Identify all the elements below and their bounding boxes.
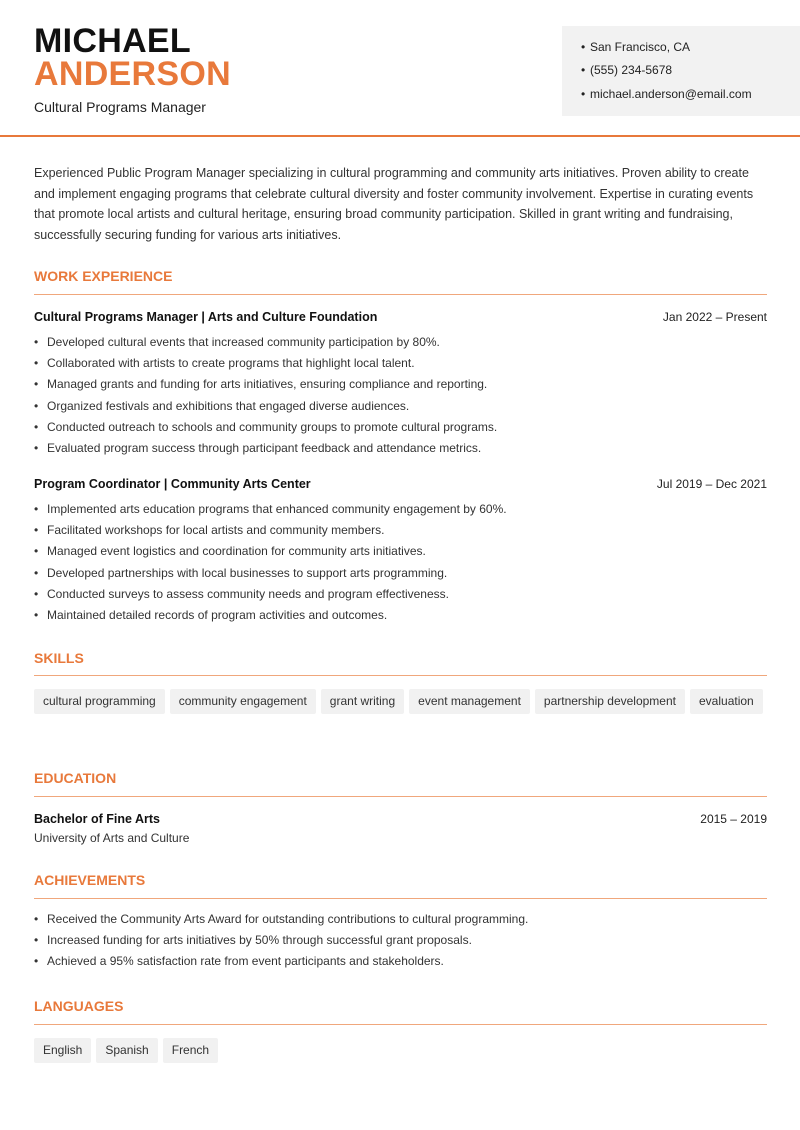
bullet-icon: • bbox=[34, 419, 39, 434]
bullet-icon: • bbox=[34, 607, 39, 622]
bullet-icon: • bbox=[581, 63, 586, 77]
first-name: MICHAEL bbox=[34, 22, 191, 60]
achievements-list bbox=[34, 909, 528, 973]
bullet-icon: • bbox=[34, 912, 39, 926]
job-bullets-1 bbox=[34, 332, 497, 459]
resume-header bbox=[0, 0, 800, 137]
list-item-text: Maintained detailed records of program activities and outcomes. bbox=[47, 607, 388, 622]
list-item-text: Received the Community Arts Award for outstanding contributions to cultural programming. bbox=[47, 912, 529, 926]
list-item bbox=[34, 374, 497, 395]
bullet-icon: • bbox=[34, 440, 39, 455]
list-item bbox=[34, 909, 528, 930]
contact-email bbox=[581, 86, 752, 102]
skill-tag: evaluation bbox=[690, 689, 763, 714]
bullet-icon: • bbox=[34, 356, 39, 371]
contact-location-text: San Francisco, CA bbox=[590, 40, 691, 54]
education-dates: 2015 – 2019 bbox=[700, 812, 767, 826]
job-dates-2: Jul 2019 – Dec 2021 bbox=[656, 477, 767, 491]
list-item-text: Evaluated program success through participant feedback and attendance metrics. bbox=[47, 440, 482, 455]
list-item-text: Implemented arts education programs that enhanced community engagement by 60%. bbox=[47, 502, 507, 516]
list-item bbox=[34, 396, 497, 417]
list-item bbox=[34, 541, 507, 562]
contact-phone bbox=[581, 62, 672, 78]
skill-tag: partnership development bbox=[535, 689, 685, 714]
job-dates-1: Jan 2022 – Present bbox=[662, 310, 767, 324]
skill-tag: cultural programming bbox=[34, 689, 165, 714]
section-divider bbox=[34, 1024, 767, 1025]
list-item bbox=[34, 605, 507, 626]
language-tag: Spanish bbox=[96, 1038, 157, 1063]
languages-list bbox=[34, 1038, 774, 1070]
list-item-text: Developed cultural events that increased community participation by 80%. bbox=[47, 335, 440, 349]
last-name: ANDERSON bbox=[34, 55, 231, 93]
bullet-icon: • bbox=[581, 40, 586, 54]
bullet-icon: • bbox=[34, 502, 39, 516]
skill-tag: event management bbox=[409, 689, 530, 714]
list-item bbox=[34, 520, 507, 541]
list-item-text: Managed grants and funding for arts initiatives, ensuring compliance and reporting. bbox=[47, 377, 488, 392]
bullet-icon: • bbox=[581, 87, 586, 101]
bullet-icon: • bbox=[34, 565, 39, 580]
bullet-icon: • bbox=[34, 335, 39, 349]
list-item bbox=[34, 930, 528, 951]
list-item bbox=[34, 584, 507, 605]
list-item bbox=[34, 353, 497, 374]
section-title-languages: LANGUAGES bbox=[34, 998, 124, 1014]
list-item-text: Organized festivals and exhibitions that engaged diverse audiences. bbox=[47, 398, 410, 413]
list-item-text: Achieved a 95% satisfaction rate from event participants and stakeholders. bbox=[47, 954, 444, 969]
contact-phone-text: (555) 234-5678 bbox=[590, 63, 673, 77]
list-item bbox=[34, 417, 497, 438]
list-item-text: Facilitated workshops for local artists and community members. bbox=[47, 523, 385, 538]
section-divider bbox=[34, 675, 767, 676]
list-item-text: Conducted outreach to schools and community groups to promote cultural programs. bbox=[47, 419, 498, 434]
contact-box bbox=[562, 26, 800, 116]
list-item-text: Collaborated with artists to create programs that highlight local talent. bbox=[47, 356, 415, 371]
section-divider bbox=[34, 796, 767, 797]
education-degree: Bachelor of Fine Arts bbox=[34, 812, 160, 826]
section-title-achievements: ACHIEVEMENTS bbox=[34, 872, 146, 888]
bullet-icon: • bbox=[34, 586, 39, 601]
summary: Experienced Public Program Manager specializing in cultural programming and community arts initiatives. Proven ability to create and implement engaging programs that celebrate cultural diversity and foster community involvement. Expertise in curating events that promote local artists and cultural heritage, ensuring broad community participation. Skilled in grant writing and fundraising, successfully securing funding for various arts initiatives. bbox=[34, 166, 754, 243]
job-bullets-2 bbox=[34, 499, 507, 626]
bullet-icon: • bbox=[34, 398, 39, 413]
job-heading-1: Cultural Programs Manager | Arts and Culture Foundation bbox=[34, 310, 378, 324]
language-tag: English bbox=[34, 1038, 91, 1063]
skill-tag: grant writing bbox=[321, 689, 404, 714]
list-item bbox=[34, 332, 497, 353]
list-item bbox=[34, 951, 528, 972]
job-title: Cultural Programs Manager bbox=[34, 99, 206, 115]
language-tag: French bbox=[163, 1038, 218, 1063]
list-item-text: Developed partnerships with local businesses to support arts programming. bbox=[47, 565, 448, 580]
bullet-icon: • bbox=[34, 954, 39, 969]
contact-email-text: michael.anderson@email.com bbox=[590, 87, 752, 101]
list-item-text: Managed event logistics and coordination for community arts initiatives. bbox=[47, 544, 426, 559]
section-title-work: WORK EXPERIENCE bbox=[34, 268, 173, 284]
list-item bbox=[34, 563, 507, 584]
skill-tag: community engagement bbox=[170, 689, 316, 714]
education-school: University of Arts and Culture bbox=[34, 831, 190, 845]
section-divider bbox=[34, 294, 767, 295]
list-item-text: Increased funding for arts initiatives by 50% through successful grant proposals. bbox=[47, 933, 472, 948]
section-divider bbox=[34, 898, 767, 899]
list-item bbox=[34, 499, 507, 520]
bullet-icon: • bbox=[34, 933, 39, 948]
skills-list bbox=[34, 689, 774, 721]
section-title-skills: SKILLS bbox=[34, 650, 84, 666]
bullet-icon: • bbox=[34, 544, 39, 559]
contact-location bbox=[581, 39, 690, 55]
section-title-education: EDUCATION bbox=[34, 770, 117, 786]
job-heading-2: Program Coordinator | Community Arts Center bbox=[34, 477, 311, 491]
list-item bbox=[34, 438, 497, 459]
bullet-icon: • bbox=[34, 377, 39, 392]
bullet-icon: • bbox=[34, 523, 39, 538]
list-item-text: Conducted surveys to assess community needs and program effectiveness. bbox=[47, 586, 449, 601]
